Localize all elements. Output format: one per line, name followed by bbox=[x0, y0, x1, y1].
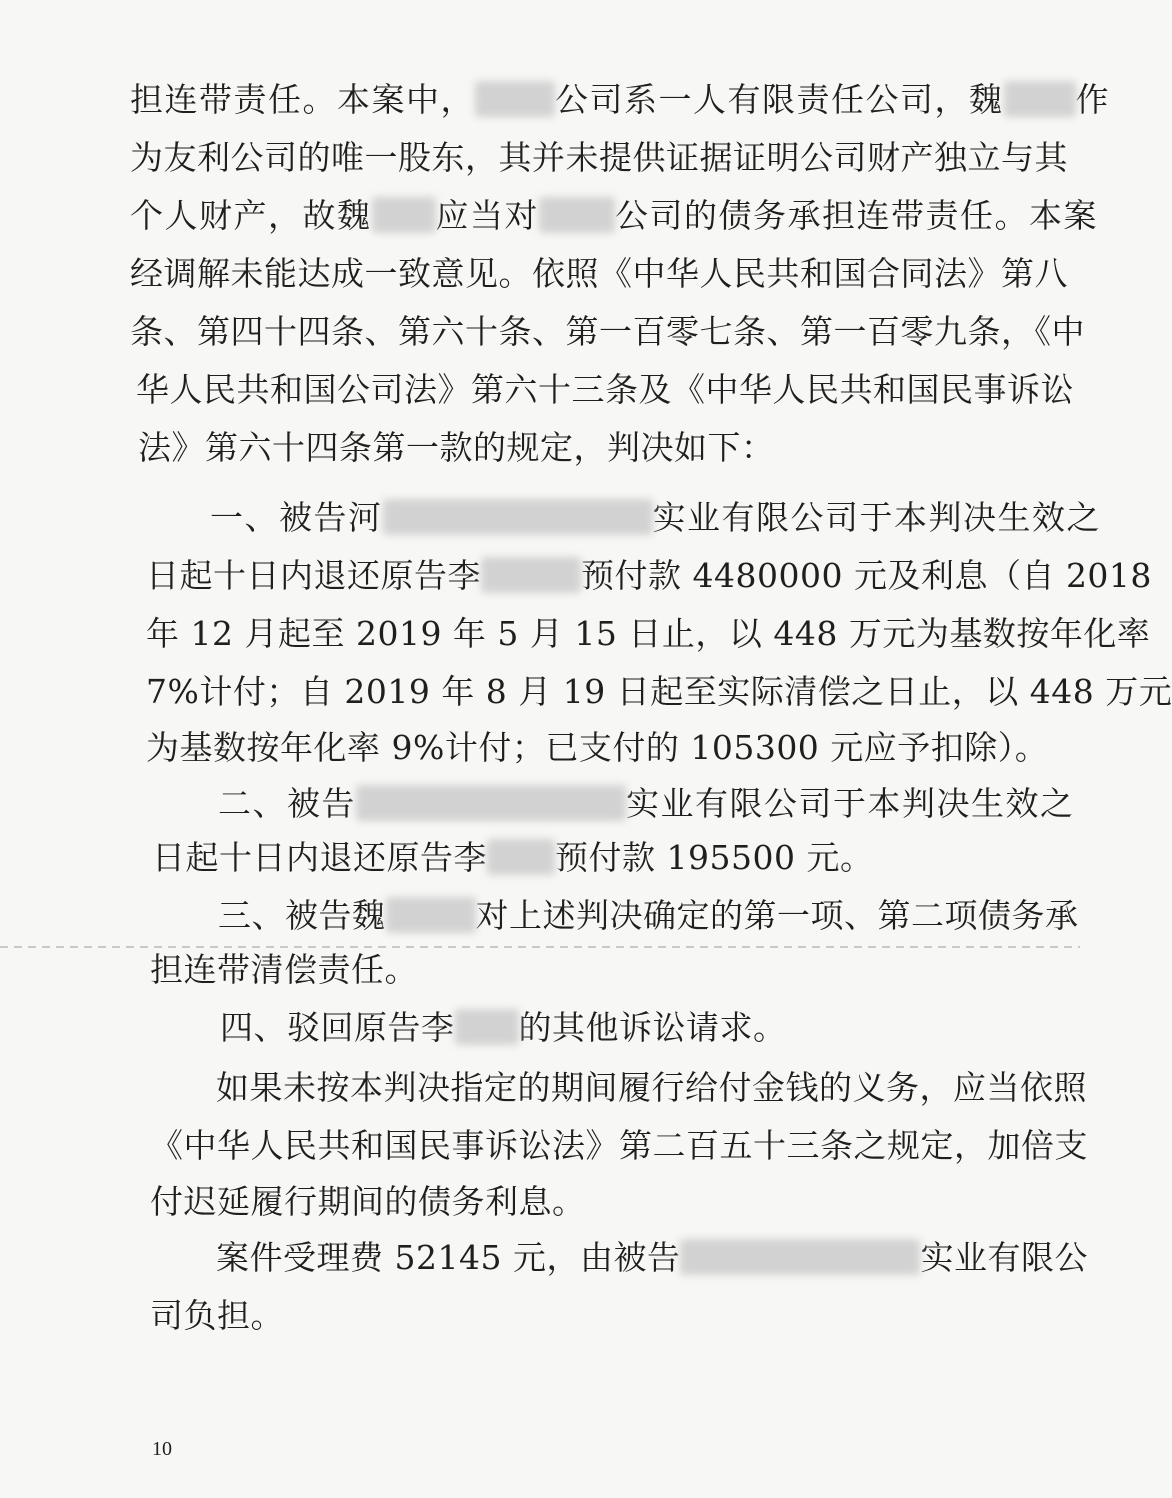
text-line: 华人民共和国公司法》第六十三条及《中华人民共和国民事诉讼 bbox=[136, 370, 1074, 409]
text-line: 经调解未能达成一致意见。依照《中华人民共和国合同法》第八 bbox=[130, 254, 1068, 293]
text-line: 为基数按年化率 9%计付；已支付的 105300 元应予扣除）。 bbox=[146, 728, 1049, 767]
text-line: 年 12 月起至 2019 年 5 月 15 日止，以 448 万元为基数按年化率 bbox=[146, 614, 1151, 653]
redaction bbox=[481, 557, 581, 593]
text-line: 二、被告 实业有限公司于本判决生效之 bbox=[218, 784, 1075, 823]
text-line: 如果未按本判决指定的期间履行给付金钱的义务，应当依照 bbox=[216, 1068, 1087, 1107]
redaction bbox=[383, 499, 653, 535]
text-line: 担连带清偿责任。 bbox=[150, 950, 418, 989]
text-line: 7%计付；自 2019 年 8 月 19 日起至实际清偿之日止，以 448 万元 bbox=[146, 672, 1172, 711]
text-line: 四、驳回原告李 的其他诉讼请求。 bbox=[220, 1008, 787, 1047]
redaction bbox=[356, 785, 626, 821]
text-line: 付迟延履行期间的债务利息。 bbox=[150, 1182, 586, 1221]
redaction bbox=[539, 197, 615, 233]
text-line: 案件受理费 52145 元，由被告 实业有限公 bbox=[216, 1238, 1088, 1277]
text-line: 日起十日内退还原告李 预付款 195500 元。 bbox=[152, 838, 874, 877]
text-line: 司负担。 bbox=[150, 1296, 284, 1335]
page-number: 10 bbox=[152, 1438, 172, 1460]
text-line: 一、被告河 实业有限公司于本判决生效之 bbox=[210, 498, 1101, 537]
text-line: 条、第四十四条、第六十条、第一百零七条、第一百零九条，《中 bbox=[130, 312, 1085, 351]
redaction bbox=[680, 1239, 920, 1275]
text-line: 担连带责任。本案中， 公司系一人有限责任公司，魏 作 bbox=[130, 80, 1110, 119]
text-line: 《中华人民共和国民事诉讼法》第二百五十三条之规定，加倍支 bbox=[150, 1126, 1088, 1165]
text-line: 为友利公司的唯一股东，其并未提供证据证明公司财产独立与其 bbox=[130, 138, 1068, 177]
text-line: 个人财产，故魏 应当对 公司的债务承担连带责任。本案 bbox=[130, 196, 1098, 235]
text-line: 三、被告魏 对上述判决确定的第一项、第二项债务承 bbox=[218, 896, 1079, 935]
redaction bbox=[1004, 81, 1076, 117]
redaction bbox=[455, 1009, 519, 1045]
text-line: 日起十日内退还原告李 预付款 4480000 元及利息（自 2018 bbox=[146, 556, 1152, 595]
redaction bbox=[487, 839, 555, 875]
redaction bbox=[386, 897, 476, 933]
redaction bbox=[372, 197, 436, 233]
text-line: 法》第六十四条第一款的规定，判决如下： bbox=[138, 428, 775, 467]
redaction bbox=[475, 81, 555, 117]
